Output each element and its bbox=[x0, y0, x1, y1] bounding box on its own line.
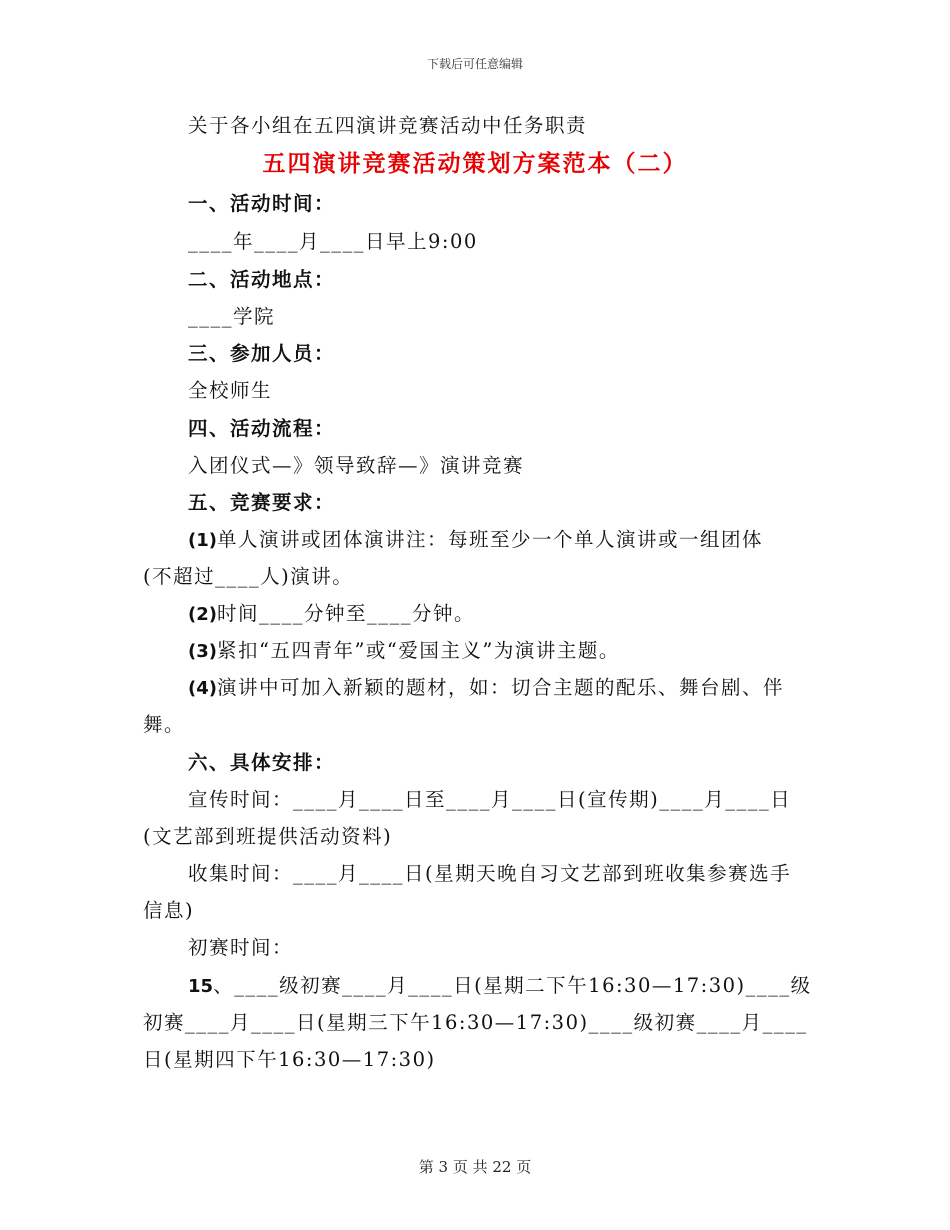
section-heading: 六、具体安排： bbox=[188, 751, 336, 774]
doc-line: 初赛时间： bbox=[188, 936, 294, 959]
doc-line: 舞。 bbox=[143, 713, 186, 736]
doc-line: 关于各小组在五四演讲竞赛活动中任务职责 bbox=[188, 114, 588, 137]
item-text: 、____级初赛____月____日(星期二下午16:30—17:30)____级 bbox=[213, 974, 812, 997]
section-heading: 二、活动地点： bbox=[188, 268, 336, 291]
doc-line: (文艺部到班提供活动资料) bbox=[143, 825, 393, 848]
doc-line: 日(星期四下午16:30—17:30) bbox=[143, 1048, 436, 1071]
doc-line: (不超过____人)演讲。 bbox=[143, 565, 354, 588]
doc-line: ____学院 bbox=[188, 305, 276, 328]
section-heading: 四、活动流程： bbox=[188, 417, 336, 440]
doc-line: 宣传时间：____月____日至____月____日(宣传期)____月____日 bbox=[188, 788, 792, 811]
doc-line: 全校师生 bbox=[188, 379, 273, 402]
doc-line: 入团仪式—》领导致辞—》演讲竞赛 bbox=[188, 454, 525, 477]
page-header-note: 下载后可任意编辑 bbox=[426, 57, 523, 71]
list-item bbox=[188, 522, 808, 559]
section-heading: 五、竞赛要求： bbox=[188, 491, 336, 514]
doc-line: 初赛____月____日(星期三下午16:30—17:30)____级初赛____月____ bbox=[143, 1011, 808, 1034]
list-item bbox=[188, 670, 808, 707]
item-text: 演讲中可加入新颖的题材，如：切合主题的配乐、舞台剧、伴 bbox=[216, 676, 784, 699]
section-heading: 一、活动时间： bbox=[188, 192, 336, 215]
page-footer-number: 第 3 页 共 22 页 bbox=[418, 1158, 532, 1176]
item-marker: (1) bbox=[188, 530, 217, 551]
doc-line: 收集时间：____月____日(星期天晚自习文艺部到班收集参赛选手 bbox=[188, 862, 792, 885]
doc-line: 信息) bbox=[143, 899, 195, 922]
list-item bbox=[188, 633, 808, 670]
item-marker: (3) bbox=[188, 641, 217, 662]
item-text: 时间____分钟至____分钟。 bbox=[216, 602, 475, 625]
list-item bbox=[188, 596, 808, 633]
item-marker: 15 bbox=[188, 976, 214, 997]
doc-line: ____年____月____日早上9:00 bbox=[188, 230, 478, 253]
item-text: 紧扣“五四青年”或“爱国主义”为演讲主题。 bbox=[216, 639, 620, 662]
section-heading: 三、参加人员： bbox=[188, 342, 336, 365]
item-marker: (2) bbox=[188, 604, 217, 625]
item-marker: (4) bbox=[188, 678, 217, 699]
doc-line bbox=[188, 968, 812, 1005]
item-text: 单人演讲或团体演讲注：每班至少一个单人演讲或一组团体 bbox=[216, 528, 763, 551]
doc-title: 五四演讲竞赛活动策划方案范本（二） bbox=[262, 150, 688, 177]
